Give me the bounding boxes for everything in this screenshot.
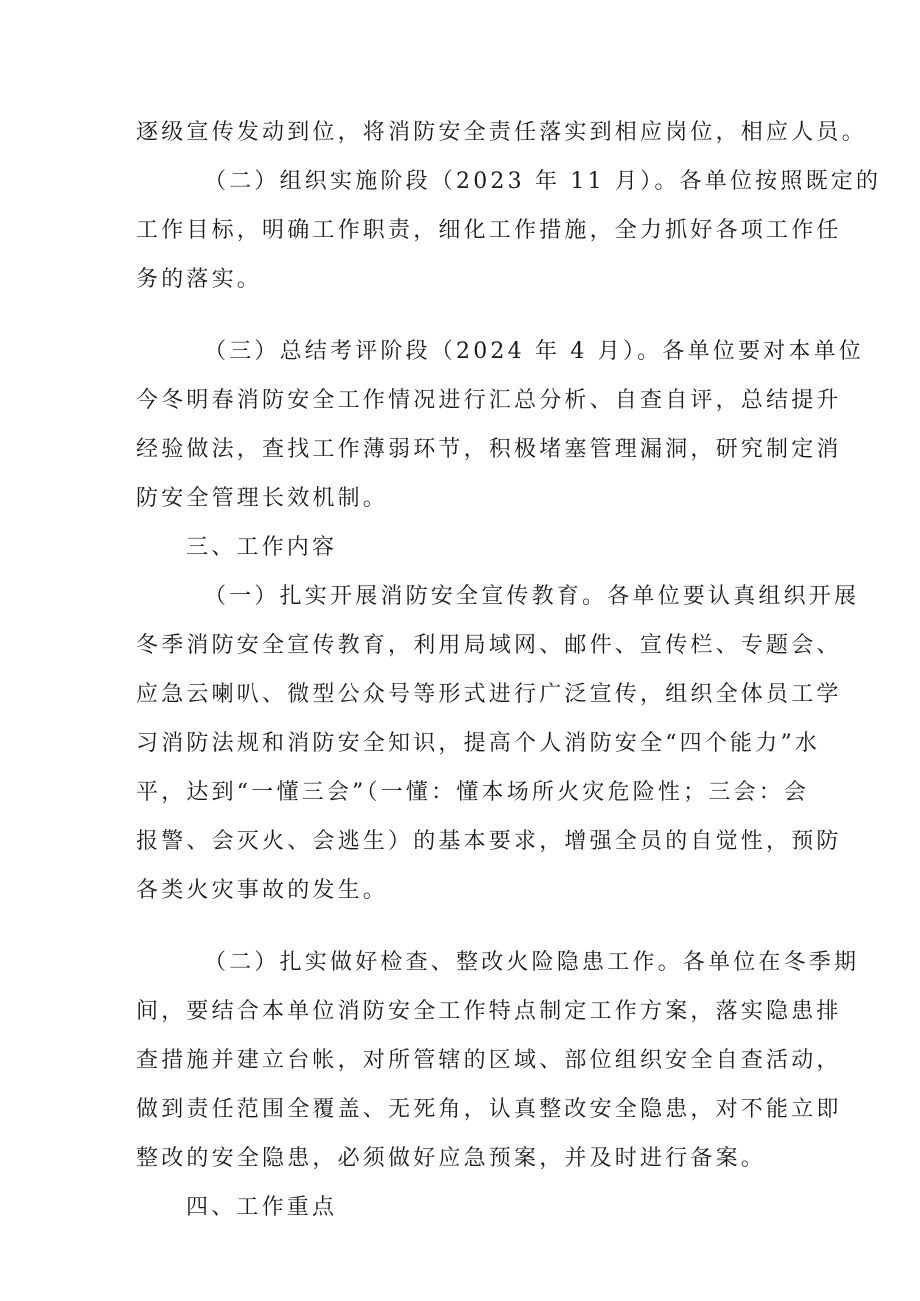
body-line: 工作目标，明确工作职责，细化工作措施，全力抓好各项工作任 — [136, 218, 842, 243]
body-line: 查措施并建立台帐，对所管辖的区域、部位组织安全自查活动， — [136, 1048, 842, 1073]
body-line: 冬季消防安全宣传教育，利用局域网、邮件、宣传栏、专题会、 — [136, 633, 842, 658]
body-line: 经验做法，查找工作薄弱环节，积极堵塞管理漏洞，研究制定消 — [136, 437, 842, 462]
body-line: 应急云喇叭、微型公众号等形式进行广泛宣传，组织全体员工学 — [136, 682, 842, 707]
body-line: 整改的安全隐患，必须做好应急预案，并及时进行备案。 — [136, 1146, 767, 1171]
paragraph-gap — [136, 304, 788, 327]
body-line: 各类火灾事故的发生。 — [136, 878, 389, 903]
section-heading: 三、工作内容 — [186, 535, 338, 560]
body-line: 今冬明春消防安全工作情况进行汇总分析、自查自评，总结提升 — [136, 388, 842, 413]
body-line: 防安全管理长效机制。 — [136, 486, 389, 511]
body-line: 平，达到“一懂三会”（一懂：懂本场所火灾危险性；三会：会 — [136, 780, 810, 805]
body-line: 报警、会灭火、会逃生）的基本要求，增强全员的自觉性，预防 — [136, 829, 842, 854]
paragraph-line: （三）总结考评阶段（2024 年 4 月）。各单位要对本单位 — [204, 339, 864, 364]
body-line: 习消防法规和消防安全知识，提高个人消防安全“四个能力”水 — [136, 731, 821, 756]
body-line: 做到责任范围全覆盖、无死角，认真整改安全隐患，对不能立即 — [136, 1097, 842, 1122]
paragraph-gap — [136, 915, 788, 938]
body-line: 务的落实。 — [136, 267, 263, 292]
body-line: 间，要结合本单位消防安全工作特点制定工作方案，落实隐患排 — [136, 999, 842, 1024]
document-body — [136, 108, 882, 1232]
section-heading: 四、工作重点 — [186, 1195, 338, 1220]
body-line: 逐级宣传发动到位，将消防安全责任落实到相应岗位，相应人员。 — [136, 120, 867, 145]
paragraph-line: （二）组织实施阶段（2023 年 11 月）。各单位按照既定的 — [204, 169, 882, 194]
paragraph-line: （一）扎实开展消防安全宣传教育。各单位要认真组织开展 — [204, 584, 860, 609]
paragraph-line: （二）扎实做好检查、整改火险隐患工作。各单位在冬季期 — [204, 950, 860, 975]
